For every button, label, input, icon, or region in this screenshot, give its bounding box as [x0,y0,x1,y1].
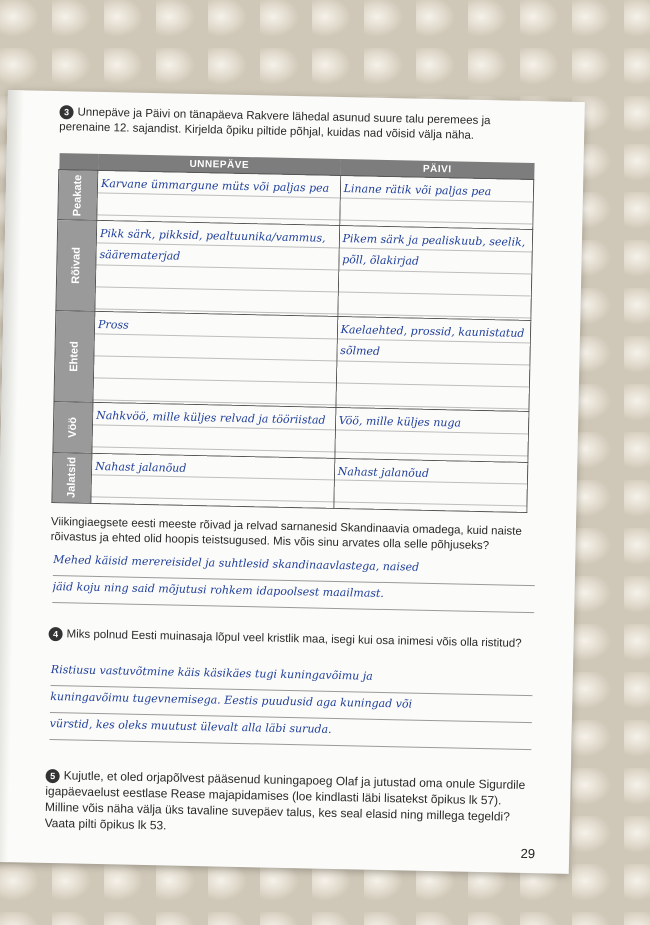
answer-cell-paivi: Linane rätik või paljas pea [339,175,533,229]
table-row [56,220,533,321]
row-label-cell [53,402,93,453]
table-corner [59,153,98,170]
viking-answer [52,549,535,613]
row-label-cell [52,452,92,503]
answer-cell-unnepave: Karvane ümmargune müts või paljas pea [97,170,341,225]
workbook-page [0,90,585,874]
row-label: Peakate [71,174,85,217]
page-number: 29 [520,845,536,862]
answer-cell-paivi: Vöö, mille küljes nuga [335,408,529,462]
question-4-answer [49,659,533,750]
page-fold-shadow [0,90,24,862]
answer-line: jäid koju ning said mõjutusi rohkem idapoolsest maailmast. [52,576,534,613]
row-label-cell [58,170,98,221]
answer-cell-unnepave: Nahkvöö, mille küljes relvad ja tööriistad [92,403,336,458]
row-label: Ehted [68,341,81,373]
question-3 [59,105,545,145]
question-3-text: Unnepäve ja Päivi on tänapäeva Rakvere lähedal asunud suure talu peremees ja perenaine 12. sajandist. Kirjelda õpiku piltide põhjal, kuidas nad võisid välja näha. [59,106,491,142]
question-4-text: Miks polnud Eesti muinasaja lõpul veel kristlik maa, isegi kui osa inimesi võis olla ristitud? [66,628,522,650]
answer-line: kuningavõimu tugevnemisega. Eestis puudusid aga kuningad või [50,686,532,723]
clothing-table [51,153,534,513]
row-label: Jalatsid [65,457,79,499]
question-4 [48,627,533,652]
answer-cell-paivi: Kaelaehted, prossid, kaunistatud sõlmed [336,317,531,412]
viking-question: Viikingiaegsete eesti meeste rõivad ja relvad sarnanesid Skandinaavia omadega, kuid naiste rõivastus ja ehted olid hoopis teistsugused. Mis võis sinu arvates olla selle põhjuseks? [50,515,522,553]
row-label-cell [56,220,97,312]
row-label-cell [54,311,95,403]
answer-line: Mehed käisid merereisidel ja suhtlesid skandinaavlastega, naised [53,549,535,586]
row-label: Rõivad [69,247,83,285]
question-number-3: 3 [59,105,73,119]
question-number-5: 5 [45,769,59,783]
answer-cell-paivi: Pikem särk ja pealiskuub, seelik, põll, õlakirjad [337,226,532,321]
table-row [52,452,528,512]
column-header-paivi: PÄIVI [340,159,534,180]
answer-line: Ristiusu vastuvõtmine käis käsikäes tugi kuningavõimu ja [51,659,533,696]
table-row [54,311,531,412]
answer-line: vürstid, kes oleks muutust ülevalt alla läbi suruda. [49,713,531,750]
question-5-text: Kujutle, et oled orjapõlvest pääsenud kuningapoeg Olaf ja jutustad oma onule Sigurdile igapäevaelust eestlase Rease majapidamises (loe kindlasti läbi lisatekst õpikus lk 57). Milline võis näha välja üks tavaline suvepäev talus, kes seal elasid ning millega tegeldi? Vaata pilti õpikus lk 53. [44,768,526,833]
column-header-unnepave: UNNEPÄVE [98,154,341,176]
answer-cell-unnepave: Nahast jalanõud [91,453,335,508]
answer-cell-unnepave: Pikk särk, pikksid, pealtuunika/vammus, säärematerjad [95,221,339,317]
answer-cell-paivi: Nahast jalanõud [333,458,527,512]
question-number-4: 4 [48,627,62,641]
answer-cell-unnepave: Pross [93,312,337,408]
question-5 [44,767,530,841]
row-label: Vöö [66,416,80,438]
